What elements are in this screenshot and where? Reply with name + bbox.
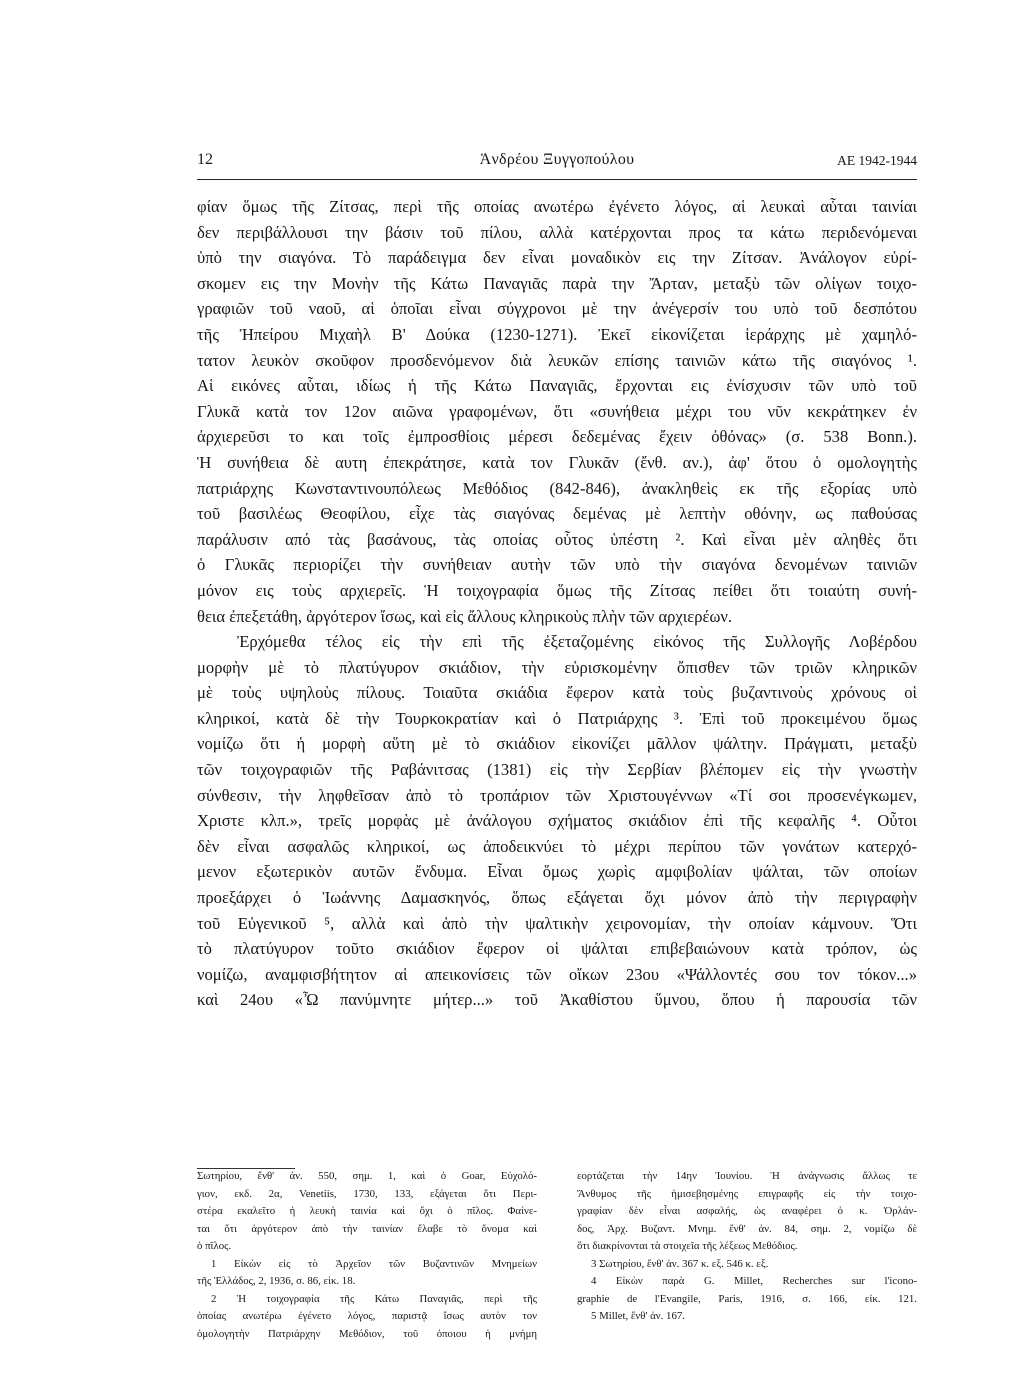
footnote-line: ὁ πῖλος. [197,1240,232,1252]
main-text [197,194,917,1013]
text-line: τὸ πλατύγυρον τοῦτο σκιάδιον ἔφερον οἱ ψάλται επιβεβαιώνουν κατὰ τρόπον, ὡς [197,939,917,959]
text-line: μόνον εις τοὺς αρχιερεῖς. Ἡ τοιχογραφία ὅμως τῆς Ζίτσας πείθει ὅτι τοιαύτη συνή- [197,580,917,600]
footnote-line: δος, Ἀρχ. Βυζαντ. Μνημ. ἔνθ' ἀν. 84, σημ. 2, νομίζω δὲ [577,1222,917,1235]
footnote-line: ὁποίας ανωτέρω ἐγένετο λόγος, παριστᾷ ἴσως αυτὸν τον [197,1310,537,1322]
text-line: σύνθεσιν, τὴν ληφθεῖσαν ἀπὸ τὸ τροπάριον τῶν Χριστουγέννων «Τί σοι προσενέγκωμεν, [197,785,917,805]
text-line: τῆς Ἠπείρου Μιχαὴλ Β' Δούκα (1230-1271). Ἐκεῖ εἰκονίζεται ἱεράρχης μὲ χαμηλό- [197,324,917,344]
text-line: δὲν εἶναι ασφαλῶς κληρικοί, ως ἀποδεικνύει τὸ μέχρι περίπου τῶν γονάτων κατερχό- [197,836,917,856]
text-line: τοῦ Εὐγενικοῦ ⁵, αλλὰ καὶ ἀπὸ τὴν ψαλτικὴν χειρονομίαν, τὴν οποίαν κάμνουν. Ὅτι [197,913,917,933]
footnote-line: τῆς Ἑλλάδος, 2, 1936, σ. 86, εἰκ. 18. [197,1275,356,1287]
footnote-line: γραφίαν δὲν εἶναι ασφαλής, ὡς αναφέρει ὁ κ. Ὀρλάν- [577,1205,917,1217]
text-line: προεξάρχει ὁ Ἰωάννης Δαμασκηνός, ὅπως εξάγεται ὄχι μόνον ἀπὸ τὴν περιγραφὴν [197,888,917,908]
text-line: μενον εξωτερικὸν αυτῶν ἔνδυμα. Εἶναι ὅμως χωρὶς αμφιβολίαν ψάλται, τῶν οποίων [197,862,917,882]
footnote-line: 5 Millet, ἔνθ' ἀν. 167. [591,1310,685,1322]
text-line: σκομεν εις την Μονὴν τῆς Κάτω Παναγιᾶς παρὰ την Ἄρταν, μεταξὺ τῶν ολίγων τοιχο- [197,273,917,293]
page-number: 12 [197,151,213,168]
footnotes-left-column [197,1168,537,1343]
text-line: Αἱ εικόνες αὗται, ιδίως ἡ τῆς Κάτω Παναγιᾶς, ἔρχονται εις ἐνίσχυσιν τῶν υπὸ τοῦ [197,376,917,396]
text-line: γραφιῶν τοῦ ναοῦ, αἱ ὁποῖαι εἶναι σύγχρονοι μὲ την ἀνέγερσίν του υπὸ τοῦ δεσπότου [197,299,917,319]
text-line: παράλυσιν από τὰς βασάνους, τὰς οποίας οὗτος ὑπέστη ². Καὶ εἶναι μὲν αληθὲς ὅτι [197,529,917,549]
text-line: Ἐρχόμεθα τέλος εἰς τὴν επὶ τῆς ἐξεταζομένης εἰκόνος τῆς Συλλογῆς Λοβέρδου [237,632,917,652]
running-title: Ἀνδρέου Ξυγγοπούλου [479,151,635,168]
footnote-line: ὅτι διακρίνονται τὰ στοιχεῖα τῆς λέξεως Μεθόδιος. [577,1240,798,1252]
footnote-line: Σωτηρίου, ἔνθ' ἀν. 550, σημ. 1, καὶ ὁ Goar, Εὐχολό- [197,1170,537,1182]
text-line: μὲ τοὺς υψηλοὺς πίλους. Τοιαῦτα σκιάδια ἔφερον κατὰ τοὺς βυζαντινοὺς χρόνους οἱ [197,683,917,703]
text-line: δεν περιβάλλουσι την βάσιν τοῦ πίλου, αλλὰ κατέρχονται προς τα κάτω περιδενόμεναι [197,222,917,242]
text-line: τατον λευκὸν σκοῦφον προσδενόμενον διὰ λευκῶν επίσης ταινιῶν κάτω τῆς σιαγόνος ¹. [197,350,917,370]
text-line: Ἡ συνήθεια δὲ αυτη ἐπεκράτησε, κατὰ τον Γλυκᾶν (ἔνθ. αν.), ἀφ' ὅτου ὁ ομολογητὴς [197,452,917,472]
footnote-line: graphie de l'Evangile, Paris, 1916, σ. 166, εἰκ. 121. [577,1292,917,1305]
text-line: νομίζω ὅτι ἡ μορφὴ αὕτη μὲ τὸ σκιάδιον εἰκονίζει μᾶλλον ψάλτην. Πράγματι, μεταξὺ [197,734,917,754]
text-line: καὶ 24ου «Ὦ πανύμνητε μήτερ...» τοῦ Ἀκαθίστου ὕμνου, ὅπου ἡ παρουσία τῶν [197,990,917,1010]
text-line: πατριάρχης Κωνσταντινουπόλεως Μεθόδιος (842-846), ἀνακληθεὶς εκ τῆς εξορίας υπὸ [197,478,917,498]
footnote-line: 4 Εἰκὼν παρὰ G. Millet, Recherches sur l'icono- [591,1275,917,1287]
text-line: τοῦ βασιλέως Θεοφίλου, εἶχε τὰς σιαγόνας δεμένας μὲ λεπτὴν οθόνην, ως παθούσας [197,504,917,524]
footnote-line: 3 Σωτηρίου, ἔνθ' ἀν. 367 κ. εξ. 546 κ. εξ. [591,1257,769,1270]
text-line: Γλυκᾶ κατὰ τον 12ον αιῶνα γραφομένων, ὅτι «συνήθεια μέχρι του νῦν κεκράτηκεν ἐν [197,401,917,421]
text-line: ἀρχιερεῦσι το και τοῖς ἐμπροσθίοις μέρεσι δεδεμένας ἔχειν ὀθόνας» (σ. 538 Bonn.). [197,427,917,447]
header-rule [197,179,917,180]
running-header [197,151,917,173]
text-line: ὁ Γλυκᾶς περιορίζει τὴν συνήθειαν αυτὴν τῶν υπὸ τὴν σιαγόνα δενομένων ταινιῶν [197,555,917,575]
text-line: Χριστε κλπ.», τρεῖς μορφὰς μὲ ἀνάλογου σχήματος σκιάδιον ἐπὶ τῆς κεφαλῆς ⁴. Οὗτοι [197,811,917,831]
text-line: νομίζω, αναμφισβήτητον αἱ απεικονίσεις τῶν οἴκων 23ου «Ψάλλοντές σου τον τόκον...» [197,964,917,984]
text-line: μορφὴν μὲ τὸ πλατύγυρον σκιάδιον, τὴν εὑρισκομένην ὄπισθεν τῶν τριῶν κληρικῶν [197,657,917,677]
footnote-line: ται ὅτι ἀργότερον ἀπὸ τὴν ταινίαν ἔλαβε τὸ ὄνομα καὶ [197,1222,537,1235]
footnote-line: στέρα εκαλεῖτο ἡ λευκὴ ταινία καὶ ὄχι ὁ πῖλος. Φαίνε- [197,1205,537,1217]
footnote-line: 2 Ἡ τοιχογραφία τῆς Κάτω Παναγιᾶς, περὶ τῆς [211,1292,537,1305]
text-line: φίαν ὅμως τῆς Ζίτσας, περὶ τῆς οποίας ανωτέρω ἐγένετο λόγος, αἱ λευκαὶ αὗται ταινίαι [197,197,917,216]
text-line: θεια ἐπεξετάθη, ἀργότερον ἴσως, καὶ εἰς ἄλλους κληρικοὺς πλὴν τῶν αρχιερέων. [197,606,733,626]
footnote-line: Ἄνθυμος τῆς ἡμισεβησμένης επιγραφῆς εἰς τὴν τοιχο- [577,1187,917,1200]
text-line: τῶν τοιχογραφιῶν τῆς Ραβάνιτσας (1381) εἰς τὴν Σερβίαν βλέπομεν εἰς τὴν γνωστὴν [197,760,917,780]
footnote-line: γιον, εκδ. 2α, Venetiis, 1730, 133, εξάγεται ὅτι Περι- [197,1187,537,1200]
footnote-line: εορτάζεται τὴν 14ην Ἰουνίου. Ἡ ἀνάγνωσις ἄλλως τε [577,1170,917,1182]
journal-label: ΑΕ 1942-1944 [837,153,917,168]
text-line: κληρικοί, κατὰ δὲ τὴν Τουρκοκρατίαν καὶ ὁ Πατριάρχης ³. Ἐπὶ τοῦ προκειμένου ὅμως [197,708,917,728]
text-line: ὑπὸ την σιαγόνα. Τὸ παράδειγμα δεν εἶναι μοναδικὸν εις την Ζίτσαν. Ἀνάλογον εὑρί- [197,248,917,268]
footnote-line: ὁμολογητὴν Πατριάρχην Μεθόδιον, τοῦ ὁποιου ἡ μνήμη [197,1327,537,1340]
footnotes-right-column [577,1168,917,1326]
footnote-line: 1 Εἰκὼν εἰς τὸ Ἀρχεῖον τῶν Βυζαντινῶν Μνημείων [211,1257,537,1270]
